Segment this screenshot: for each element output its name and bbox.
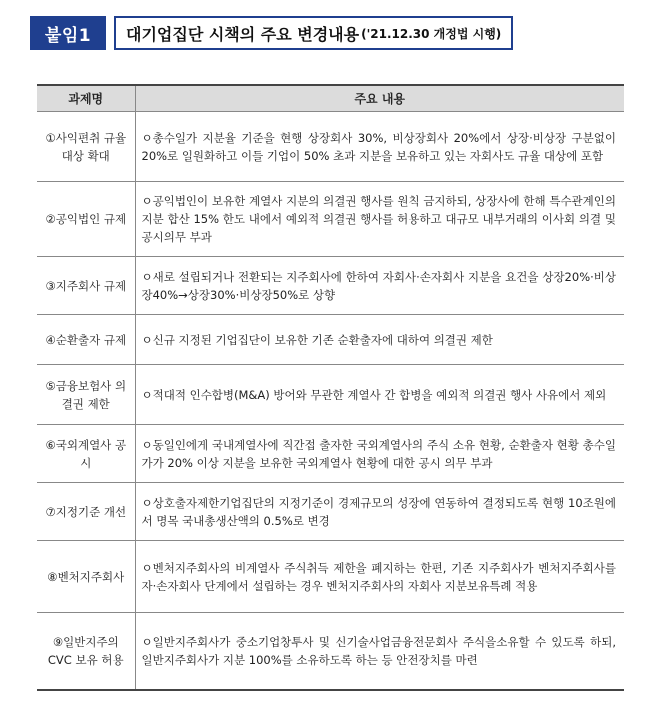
table-row [37,182,624,257]
task-name: ④순환출자 규제 [37,315,135,365]
title-box [114,16,513,50]
table-row [37,613,624,690]
page-title: 대기업집단 시책의 주요 변경내용 [126,24,360,44]
changes-table [37,84,624,691]
task-content: ㅇ신규 지정된 기업집단이 보유한 기존 순환출자에 대하여 의결권 제한 [135,315,624,365]
task-content: ㅇ공익법인이 보유한 계열사 지분의 의결권 행사를 원칙 금지하되, 상장사에 한해 특수관계인의 지분 합산 15% 한도 내에서 예외적 의결권 행사를 허용하고 대규모 내부거래의 이사회 의결 및 공시의무 부과 [135,182,624,257]
task-name: ②공익법인 규제 [37,182,135,257]
task-content: ㅇ총수일가 지분율 기준을 현행 상장회사 30%, 비상장회사 20%에서 상장·비상장 구분없이 20%로 일원화하고 이들 기업이 50% 초과 지분을 보유하고 있는 자회사도 규율 대상에 포함 [135,112,624,182]
task-content: ㅇ동일인에게 국내계열사에 직간접 출자한 국외계열사의 주식 소유 현황, 순환출자 현황 총수일가가 20% 이상 지분을 보유한 국외계열사 현황에 대한 공시 의무 부과 [135,425,624,483]
task-name: ⑥국외계열사 공시 [37,425,135,483]
attachment-badge: 붙임1 [30,16,106,50]
table-row [37,365,624,425]
table-row [37,541,624,613]
task-name: ③지주회사 규제 [37,257,135,315]
task-content: ㅇ새로 설립되거나 전환되는 지주회사에 한하여 자회사·손자회사 지분을 요건을 상장20%·비상장40%→상장30%·비상장50%로 상향 [135,257,624,315]
table-header-row [37,85,624,112]
task-content: ㅇ적대적 인수합병(M&A) 방어와 무관한 계열사 간 합병을 예외적 의결권 행사 사유에서 제외 [135,365,624,425]
task-content: ㅇ상호출자제한기업집단의 지정기준이 경제규모의 성장에 연동하여 결정되도록 현행 10조원에서 명목 국내총생산액의 0.5%로 변경 [135,483,624,541]
task-name: ⑨일반지주의 CVC 보유 허용 [37,613,135,690]
page-header [30,16,513,50]
table-row [37,425,624,483]
column-header-task: 과제명 [37,85,135,112]
task-name: ①사익편취 규율대상 확대 [37,112,135,182]
page-subtitle: ('21.12.30 개정법 시행) [361,26,502,41]
task-name: ⑧벤처지주회사 [37,541,135,613]
task-name: ⑤금융보험사 의결권 제한 [37,365,135,425]
table-row [37,112,624,182]
task-name: ⑦지정기준 개선 [37,483,135,541]
task-content: ㅇ일반지주회사가 중소기업창투사 및 신기술사업금융전문회사 주식을소유할 수 있도록 하되, 일반지주회사가 지분 100%를 소유하도록 하는 등 안전장치를 마련 [135,613,624,690]
table-row [37,257,624,315]
table-row [37,315,624,365]
column-header-content: 주요 내용 [135,85,624,112]
task-content: ㅇ벤처지주회사의 비계열사 주식취득 제한을 폐지하는 한편, 기존 지주회사가 벤처지주회사를 자·손자회사 단계에서 설립하는 경우 벤처지주회사의 자회사 지분보유특례 적용 [135,541,624,613]
table-row [37,483,624,541]
